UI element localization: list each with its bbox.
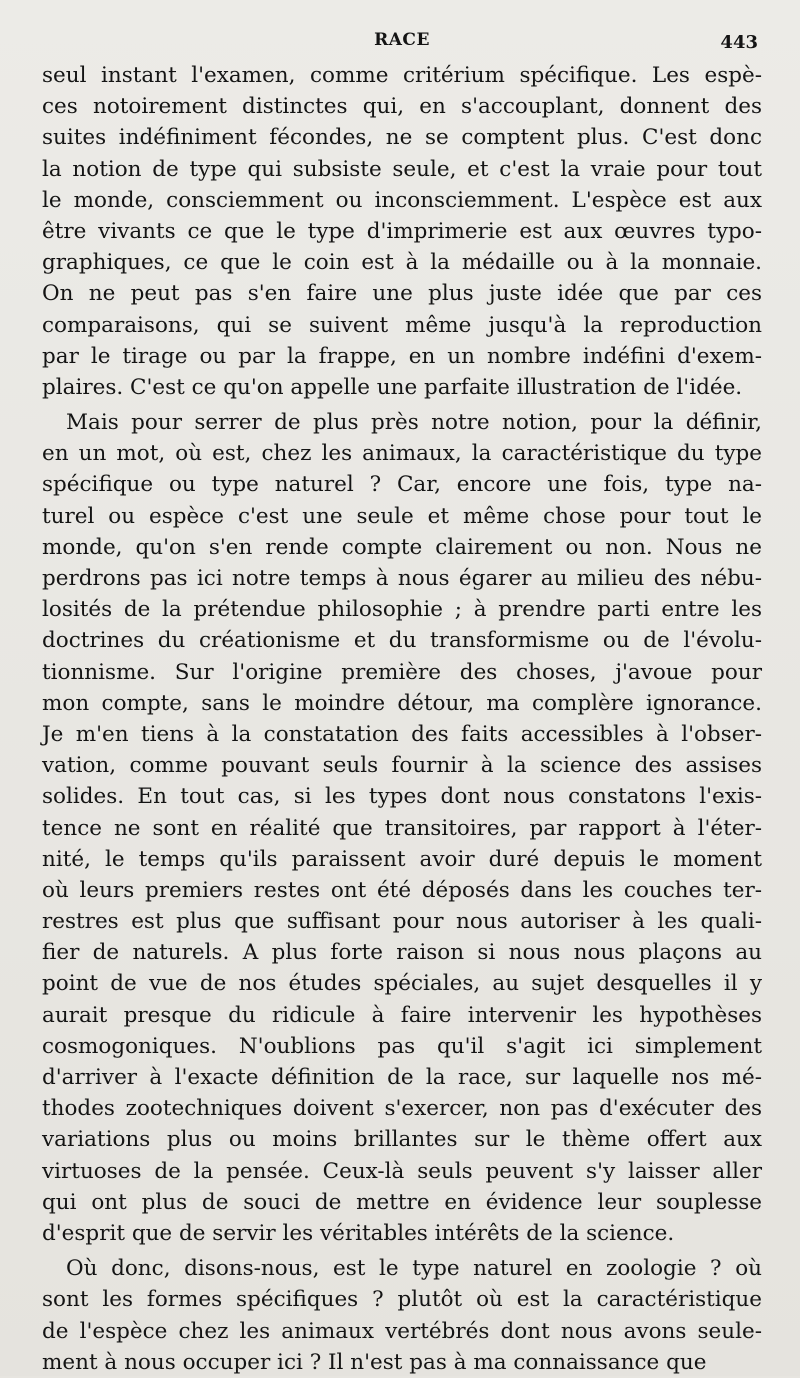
text-line: Où donc, disons-nous, est le type naturel en zoologie ? où [66, 1256, 762, 1282]
text-line: vation, comme pouvant seuls fournir à la science des assises [42, 753, 762, 779]
text-line: d'arriver à l'exacte définition de la race, sur laquelle nos mé- [42, 1065, 762, 1090]
text-line: seul instant l'examen, comme critérium spécifique. Les espè- [42, 63, 762, 88]
text-line: losités de la prétendue philosophie ; à prendre parti entre les [42, 597, 762, 623]
text-line: turel ou espèce c'est une seule et même chose pour tout le [42, 503, 762, 529]
text-line: en un mot, où est, chez les animaux, la caractéristique du type [42, 441, 762, 467]
paragraph [42, 1253, 762, 1378]
text-line: d'esprit que de servir les véritables intérêts de la science. [42, 1220, 675, 1246]
text-line: où leurs premiers restes ont été déposés dans les couches ter- [42, 877, 762, 903]
text-line: fier de naturels. A plus forte raison si nous nous plaçons au [42, 940, 762, 966]
text-line: par le tirage ou par la frappe, en un nombre indéfini d'exem- [42, 343, 762, 369]
text-line: le monde, consciemment ou inconsciemment. L'espèce est aux [42, 187, 762, 213]
text-line: la notion de type qui subsiste seule, et c'est la vraie pour tout [42, 156, 762, 182]
text-line: plaires. C'est ce qu'on appelle une parfaite illustration de l'idée. [42, 374, 743, 400]
text-line: thodes zootechniques doivent s'exercer, non pas d'exécuter des [42, 1096, 762, 1122]
text-line: graphiques, ce que le coin est à la médaille ou à la monnaie. [42, 250, 762, 276]
text-line: nité, le temps qu'ils paraissent avoir duré depuis le moment [42, 846, 762, 872]
running-head [42, 30, 762, 60]
text-line: tionnisme. Sur l'origine première des choses, j'avoue pour [42, 659, 762, 685]
text-line: point de vue de nos études spéciales, au sujet desquelles il y [42, 971, 762, 997]
text-line: Je m'en tiens à la constatation des faits accessibles à l'obser- [42, 721, 762, 747]
text-line: restres est plus que suffisant pour nous autoriser à les quali- [42, 909, 762, 935]
text-line: de l'espèce chez les animaux vertébrés dont nous avons seule- [42, 1318, 762, 1344]
text-line: variations plus ou moins brillantes sur le thème offert aux [42, 1127, 762, 1153]
text-line: aurait presque du ridicule à faire intervenir les hypothèses [42, 1002, 762, 1028]
text-line: monde, qu'on s'en rende compte clairement ou non. Nous ne [42, 534, 762, 560]
text-line: ment à nous occuper ici ? Il n'est pas à ma connaissance que [42, 1349, 707, 1375]
text-line: suites indéfiniment fécondes, ne se comptent plus. C'est donc [42, 125, 762, 151]
paragraph [42, 407, 762, 1249]
text-line: tence ne sont en réalité que transitoires, par rapport à l'éter- [42, 815, 762, 841]
text-line: Mais pour serrer de plus près notre notion, pour la définir, [66, 410, 762, 436]
text-line: perdrons pas ici notre temps à nous égarer au milieu des nébu- [42, 566, 762, 591]
text-line: ces notoirement distinctes qui, en s'accouplant, donnent des [42, 94, 762, 120]
text-line: sont les formes spécifiques ? plutôt où est la caractéristique [42, 1287, 762, 1313]
text-line: cosmogoniques. N'oublions pas qu'il s'agit ici simplement [42, 1033, 762, 1059]
text-line: être vivants ce que le type d'imprimerie est aux œuvres typo- [42, 218, 762, 244]
text-line: mon compte, sans le moindre détour, ma complère ignorance. [42, 690, 762, 716]
body-text [42, 60, 762, 1378]
text-line: spécifique ou type naturel ? Car, encore une fois, type na- [42, 472, 762, 498]
text-line: virtuoses de la pensée. Ceux-là seuls peuvent s'y laisser aller [42, 1158, 762, 1184]
paragraph [42, 60, 762, 403]
page-number: 443 [720, 32, 758, 53]
text-line: doctrines du créationisme et du transformisme ou de l'évolu- [42, 628, 762, 654]
text-line: qui ont plus de souci de mettre en évidence leur souplesse [42, 1189, 762, 1215]
text-line: comparaisons, qui se suivent même jusqu'à la reproduction [42, 312, 762, 338]
text-line: solides. En tout cas, si les types dont nous constatons l'exis- [42, 784, 762, 810]
running-head-title: RACE [374, 30, 430, 50]
text-line: On ne peut pas s'en faire une plus juste idée que par ces [42, 281, 762, 307]
